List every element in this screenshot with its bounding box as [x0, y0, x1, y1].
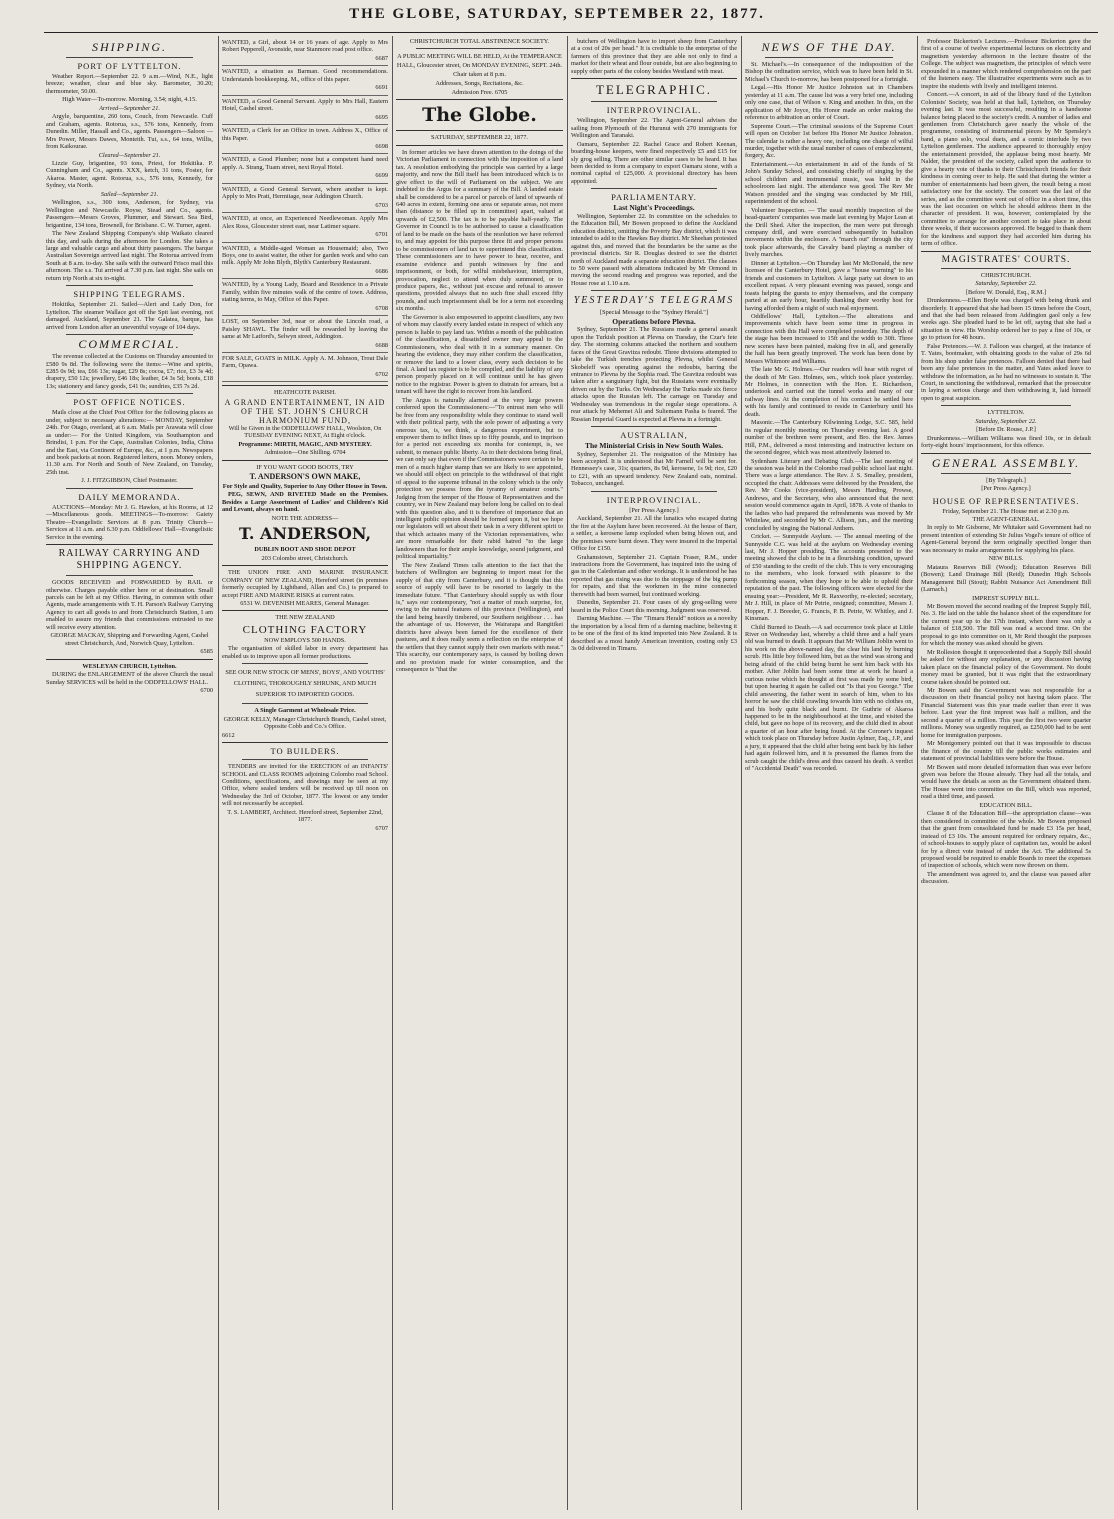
sailed-list: Wellington, s.s., 300 tons, Anderson, for Sydney, via Wellington and Newcastle. Royse, Stead and Co., agents. Passengers—Messrs Groves, Plummer, and Stewart. Sea Bird, brigantine, 134 tons, Brownell, for Brisbane. C. W. Turner, agent.	[46, 199, 213, 229]
railway-text: GOODS RECEIVED and FORWARDED by RAIL or otherwise. Charges payable either here or at destination. Small parcels can be left at my Office. Having, in common with other Agents, made arrangements with T. H. Parson's Railway Carrying Agency to cart all goods to and from Christchurch Station, I am enabled to assure my friends that commissions entrusted to me will receive every attention.	[46, 579, 213, 631]
globe-title: The Globe.	[422, 104, 537, 127]
classified-ad	[222, 280, 388, 316]
classified-ad-text: FOR SALE, GOATS in MILK. Apply A. M. Johnson, Trout Dale Farm, Opawa.	[222, 354, 388, 370]
entertainment-body: Will be Given in the ODDFELLOWS' HALL, Woolston, On TUESDAY EVENING NEXT, At Eight o'clock.	[228, 424, 382, 440]
daily-memoranda: AUCTIONS—Monday: Mr J. G. Hawkes, at his Rooms, at 12—Miscellaneous goods. MEETINGS—To-morrow: Gaiety Theatre—Evangelistic Services at 8 p.m. Trinity Church—Services at 11 a.m. and 6.30 p.m. Oddfellows' Hall—Evangelistic Service in the evening.	[46, 503, 213, 541]
column-leader	[396, 38, 563, 1508]
column-rule	[392, 36, 393, 1510]
australian-heading: AUSTRALIAN,	[620, 430, 688, 441]
classified-ad-number: 6699	[375, 172, 388, 180]
builders-sign: T. S. LAMBERT, Architect. Hereford street, September 22nd, 1877.	[227, 808, 383, 824]
plevna-text: Sydney, September 21. The Russians made a general assault upon the Turkish position at Plevna on Tuesday, the Czar's fete day. The storming columns attacked the northern and southern faces of the Great Gravitza redoubt. Three divisions attempted to take the Turkish trenches protecting Plevna, whilst General Skobeleff was operating against the redoubts, barring the entrance to Plevna by the Sophia road. The Gravitza redoubt was taken after a sanguinary fight, but the Russians were eventually driven out by the Turks. On Wednesday the Turks made six fierce attacks upon the Russian left. The carnage on Tuesday and Wednesday was tremendous in the regular siege operations. A rear attack by Mehemet Ali and Suliemann Pasha is feared. The Russian Imperial Guard is expected at Plevna in a fortnight.	[571, 326, 737, 423]
shipping-telegrams-heading: SHIPPING TELEGRAMS.	[73, 289, 186, 300]
boots-peg: PEG, SEWN, AND RIVETED Made on the Premises. Besides a Large Assortment of Ladies' and Children's Kid and Levant, always on hand.	[222, 491, 388, 514]
commercial-heading: COMMERCIAL.	[78, 337, 181, 352]
parliamentary-heading: PARLIAMENTARY.	[611, 192, 697, 203]
news-item: Entertainment.—An entertainment in aid of the funds of St John's Sunday School, and consisting chiefly of singing by the school children and instrumental music, was held in the schoolroom last night. The attendance was good. The Rev Mr Watson presided and the singing was conducted by Mr Hill, superintendent of the school.	[745, 160, 913, 206]
column-rule	[741, 36, 742, 1510]
classified-ad	[222, 126, 388, 154]
imprest-1: Mr Bowen moved the second reading of the Imprest Supply Bill, No. 3. He laid on the table the balance sheet of the expenditure for the current year up to the 17th instant, when there was only a balance of £18,500. The Bill was read a second time. On the proposal to go into committee on it, Mr Reid thought the purposes for which the money was asked should be given.	[921, 603, 1091, 648]
imprest-heading: IMPREST SUPPLY BILL.	[972, 594, 1040, 602]
temperance-meeting: A PUBLIC MEETING WILL BE HELD, At the TEMPERANCE HALL, Gloucester street, On MONDAY EVENING, SEPT. 24th. Chair taken at 8 p.m.	[396, 53, 563, 79]
builders-heading: TO BUILDERS.	[270, 746, 340, 757]
chch-case-2: False Pretences.—W. J. Falloon was charged, at the instance of T. Yates, bootmaker, with obtaining goods to the value of 29s 6d from his shop under false pretences. Falloon denied that there had been any false pretences in the matter, and Yates asked leave to withdraw the information, as he had no witnesses to sustain it. The Court, in sanctioning the withdrawal, remarked that the prosecutor in laying a serious charge and then withdrawing it, laid himself open to great suspicion.	[921, 342, 1091, 402]
classified-ad	[222, 354, 388, 382]
classified-ad-number: 6695	[375, 113, 388, 121]
news-item: Supreme Court.—The criminal sessions of the Supreme Court will open on October 1st before His Honor Mr Justice Johnston. The calendar is rather a heavy one, including one charge of wilful murder, together with the usual number of cases of embezzlement, forgery, &c.	[745, 122, 913, 160]
entertainment-programme: Programme: MIRTH, MAGIC, AND MYSTERY.	[238, 440, 372, 448]
column-rule	[917, 36, 918, 1510]
union-sign: 6531 W. DEVENISH MEARES, General Manager.	[240, 600, 370, 608]
heathcote-heading: HEATHCOTE PARISH.	[273, 389, 337, 397]
classified-ad-number: 6698	[375, 142, 388, 150]
boots-title: T. ANDERSON'S OWN MAKE,	[249, 472, 361, 482]
cleared-heading: Cleared—September 21.	[98, 151, 161, 159]
railway-heading: RAILWAY CARRYING AND SHIPPING AGENCY.	[58, 548, 201, 572]
lyttelton-heading: LYTTELTON.	[987, 409, 1025, 417]
ga-telegraph: [By Telegraph.]	[986, 476, 1026, 484]
darning-machine: Darning Machine. — The "Timaru Herald" notices as a novelty the importation by a local firm of a darning machine, believing it to be one of the first of its kind imported into New Zealand. It is described as a most handy American invention, costing only £3 3s 0d delivered in Timaru.	[571, 615, 737, 652]
magistrates-heading: MAGISTRATES' COURTS.	[941, 254, 1071, 265]
news-item: Volunteer Inspection. — The usual monthly inspection of the head-quarters' companies was made last evening by Major Lean at the Drill Shed. After the inspection, the men were put through company drill, and were exercised subsequently in battalion movements within the enclosure. A "march out" through the city took place afterwards, the Cavalry band playing a number of lively marches.	[745, 206, 913, 259]
post-office-heading: POST OFFICE NOTICES.	[73, 397, 186, 408]
column-courts	[921, 38, 1091, 1508]
news-item: Masonic.—The Canterbury Kilwinning Lodge, S.C. 585, held its regular monthly meeting on Thursday evening last. A good number of the brethren were present, and Bro. the Rev. James Hill, P.M., delivered a most interesting and instructive lecture on the second degree, which was most attentively listened to.	[745, 419, 913, 457]
imprest-2: Mr Rolleston thought it unprecedented that a Supply Bill should be asked for without any explanation, or any discussion having taken place on the financial policy of the Government. No doubt money must be granted, but it was right that the extraordinary course taken should be pointed out.	[921, 648, 1091, 686]
clothing-pre: THE NEW ZEALAND	[275, 614, 335, 622]
news-item: Cricket. — Sunnyside Asylum. — The annual meeting of the Sunnyside C.C. was held at the asylum on Wednesday evening last, Mr J. Hopper presiding. The accounts presented to the meeting showed the club to be in a flourishing condition, upward of £50 standing to the credit of the club. This is very encouraging to the members, who look forward with pleasure to the forthcoming season, when they hope to be able to uphold their reputation of the past. The following officers were elected for the ensuing year:—President, Mr R. Raxworthy, re-elected; secretary, Mr J. Hill, in place of Mr Petrie, resigned; committee, Messrs J. Hopper, F. J. Breeder, G. Francis, P. B. Petrie, W. Whitley, and J. Kinsman.	[745, 533, 913, 623]
classified-ad	[222, 214, 388, 242]
classified-ad-text: WANTED, a Good General Servant. Apply to Mrs Hall, Eastern Hotel, Cashel street.	[222, 97, 388, 113]
news-item: St. Michael's.—In consequence of the indisposition of the Bishop the ordination service, which was to have been held in St. Michael's Church to-morrow, has been postponed for a fortnight.	[745, 61, 913, 83]
leader-paragraph: The Governor is also empowered to appoint classifiers, any two of whom may classify every landed estate in respect of which any person is liable to pay land tax. Within a month of the publication of the classification, a dissatisfied owner may appeal to the Commissioners, who deal with it in a summary manner. On hearing the evidence, they may either confirm the classification, or remove the land to a lower class, every such decision to be final. A land tax register is to be compiled, and the liability of any person properly placed on it will continue until he has given notice to the registrar. Power is given to distrain for arrears, but a tenant will have the right to recover from his landlord.	[396, 313, 563, 396]
temperance-program: Addresses, Songs, Recitations, &c.	[435, 80, 524, 88]
chch-date: Saturday, September 22.	[975, 280, 1037, 288]
weather-report: Weather Report.—September 22. 9 a.m.—Wind, N.E., light breeze; weather, clear and blue sky. Barometer, 30.20; thermometer, 50.00.	[46, 73, 213, 95]
interprovincial-heading-2: INTERPROVINCIAL.	[606, 494, 702, 505]
railway-sign: GEORGE MACKAY, Shipping and Forwarding Agent, Cashel street Christchurch, And, Norwich Quay, Lyttelton.	[50, 632, 209, 647]
classified-ad-text: WANTED, a Girl, about 14 or 16 years of age. Apply to Mrs Robert Pepperell, Avonside, near Stanmore road post office.	[222, 39, 388, 54]
column-news	[745, 38, 913, 1508]
education-2: The amendment was agreed to, and the clause was passed after discussion.	[921, 870, 1091, 886]
parliamentary-sub: Last Night's Proceedings.	[613, 203, 695, 213]
classified-ad-number: 6686	[375, 267, 388, 275]
news-heading: NEWS OF THE DAY.	[761, 40, 897, 54]
imprest-4: Mr Montgomery pointed out that it was impossible to discuss the finance of the country till the public works estimates and statement of provincial liabilities were before the House.	[921, 740, 1091, 763]
news-item: Sydenham Literary and Debating Club.—The last meeting of the session was held in the Colombo road public school last night. There was a large attendance. The Rev. J. S. Smalley, president, occupied the chair. Addresses were delivered by the President, the Rev. Mr Cooks (vice-president), Messrs Harding, Prowse, Andrews, and the Secretary, who also announced that the next session would commence again in April, 1878. A vote of thanks to the ladies who had prepared the refreshments was moved by Mr Whitelaw, and seconded by Mr C. Allison, jun., and the meeting concluded by singing the National Anthem.	[745, 457, 913, 532]
clothing-price: A Single Garment at Wholesale Price.	[254, 707, 356, 715]
clothing-text: The organisation of skilled labor in every department has enabled us to improve upon all former productions.	[222, 645, 388, 660]
classified-ad-text: WANTED, a Middle-aged Woman as Housemaid; also, Two Boys, one to assist waiter, the other for garden work and who can milk. Apply Mr John Blyth, Blyth's Canterbury Restaurant.	[222, 244, 388, 267]
builders-text: TENDERS are invited for the ERECTION of an INFANTS' SCHOOL and CLASS ROOMS adjoining Colombo road School. Conditions, specifications, and drawings may be seen at my Office, where sealed tenders will be received up till noon on Wednesday the 3rd of October, 1877. The lowest or any tender will not necessarily be accepted.	[222, 763, 388, 808]
classified-ad-number: 6701	[375, 231, 388, 239]
concert-text: Concert.—A concert, in aid of the library fund of the Lyttelton Colonists' Society, was held at that hall, Lyttelton, on Thursday evening last. It was most successful, resulting in a handsome balance being placed to the society's credit. A number of ladies and gentlemen from Christchurch gave nearly the whole of the programme, consisting of instrumental pieces by Mr Spensley's band, a piano solo, vocal duets, and a comic interlude by two Lyttelton gentlemen. The audience appeared to thoroughly enjoy the entertainment provided, the applause being most hearty. Mr Nalder, the president of the society, called upon the audience to give a hearty vote of thanks to their Christchurch friends for their kindness in coming over to help. He said that during the winter a number of entertainments had been given, the result being a most satisfactory one for the society. The concert was the last of the series, and as the committee went out of office in a short time, this was the last occasion on which he should address them in the character of president. It was, however, contemplated by the committee to arrange for another concert to take place in about three weeks, if their successors approved. He begged to thank them for the kindness and support they had accorded him during his term of office.	[921, 91, 1091, 248]
tel-oamaru: Oamaru, September 22. Rachel Grace and Robert Keenan, boarding-house keepers, were fined respectively £5 and £15 for sly grog selling. There are other similar cases to be heard. It has been decided to form a company to export Oamaru stone, with a nominal capital of £25,000. A provisional directory has been appointed.	[571, 140, 737, 185]
daily-memoranda-heading: DAILY MEMORANDA.	[78, 491, 181, 502]
shipping-heading: SHIPPING.	[92, 40, 167, 54]
interprovincial-heading: INTERPROVINCIAL.	[606, 105, 702, 116]
classified-ad	[222, 155, 388, 183]
classified-ad-text: WANTED, a Clerk for an Office in town. Address X., Office of this Paper.	[222, 127, 388, 142]
classified-ad	[222, 317, 388, 353]
temperance-heading: CHRISTCHURCH TOTAL ABSTINENCE SOCIETY.	[409, 38, 550, 45]
high-water: High Water—To-morrow. Morning, 3.54; night, 4.15.	[62, 96, 197, 104]
clothing-factory-title: CLOTHING FACTORY	[242, 623, 368, 636]
news-item: Dinner at Lyttelton.—On Thursday last Mr McDonald, the new licensee of the Canterbury Hotel, gave a "house warming" to his friends and customers in Lyttelton. A large party sat down to an excellent repast. A very pleasant evening was passed, songs and toasts helping the guests to enjoy themselves, and the company parted at an early hour, heartily thanking their worthy host for having afforded them a night of such real enjoyment.	[745, 259, 913, 312]
tel-auckland: Auckland, September 21. All the lunatics who escaped during the fire at the Asylum have been recovered. At the house of Barr, a settler, a kerosene lamp exploded when being blown out, and the premises were burnt down. They were insured in the Imperial Office for £150.	[571, 515, 737, 553]
agent-general-heading: THE AGENT-GENERAL.	[972, 516, 1040, 524]
classified-ad-number: 6708	[375, 304, 388, 312]
entertainment-admission: Admission—One Shilling. 6704	[264, 449, 346, 457]
leader-paragraph: The New Zealand Times calls attention to the fact that the butchers of Wellington are beginning to import meat for the supply of that city from Canterbury, and it is thought that this source of supply will have to be resorted to largely in the immediate future. "That Canterbury should supply us with flour is," says our contemporary, "not a matter of much surprise, for, owing to the natural features of this province (Wellington), and the land being heavily timbered, our Southern neighbour . . . has the advantage of us. However, the Wairarapa and Rangitikei districts have always been famed for the excellence of their pastures, and it does really seem a reflection on the enterprise of the settlers that they cannot supply their own markets with meat." This scarcity, our contemporary says, is caused by boiling down and no provision made for winter consumption, and the consequence is "that the	[396, 561, 563, 674]
clothing-num: 6612	[222, 731, 235, 739]
classified-ad	[222, 244, 388, 280]
boots-quality: For Style and Quality, Superior to Any Other House in Town.	[222, 483, 388, 491]
shipping-telegrams: Hokitika, September 21. Sailed—Alert and Lady Don, for Lyttelton. The steamer Wallace got off the Spit last evening, not damaged. Auckland, September 21. The Galatea, barque, has arrived from London after an uneventful voyage of 104 days.	[46, 301, 213, 331]
classified-ad-number: 6703	[375, 201, 388, 209]
tel-dunedin: Dunedin, September 21. Four cases of sly grog-selling were heard in the Police Court this morning. Judgment was reserved.	[571, 599, 737, 614]
agent-general-text: In reply to Mr Gisborne, Mr Whitaker said Government had no present intention of extending Sir Julius Vogel's tenure of office of Agent-General beyond the term originally specified longer than was necessary to make arrangements for supplying his place.	[921, 524, 1091, 554]
boots-intro: IF YOU WANT GOOD BOOTS, TRY	[256, 463, 354, 471]
classified-ad	[222, 185, 388, 213]
post-office-text: Mails close at the Chief Post Office for the following places as under, subject to necessary alterations:— MONDAY, September 24th. For Otago, overland, at 6 a.m. Mails per Arawata will close as under:— For the United Kingdom, via Southampton and Brindisi, 1 p.m. For the Cape, Australian Colonies, India, China and the East, via Continent of Europe, &c., at 1 p.m. Newspapers and book packets at noon. Registered letters, noon. Money orders, 11.30 a.m. For North and South of New Zealand, on Tuesday, 25th inst.	[46, 409, 213, 476]
tel-grahamstown: Grahamstown, September 21. Captain Fraser, R.M., under instructions from the Government, has inquired into the using of gas in the Caledonian and other workings. It is understood he has reported that gas rising was due to the stoppage of the big pump for repairs, and that the workmen in the mine connected therewith had been warned, but continued working.	[571, 553, 737, 598]
lectures-text: Professor Bickerton's Lectures.—Professor Bickerton gave the first of a course of twelve experimental lectures on electricity and magnetism yesterday afternoon in the lecture theatre of the College. The subject was magnetism, the principles of which were expounded in a manner which rendered comprehension on the part of the listeners easy. The illustrative experiments were such as to inspire the students with lively and intelligent interest.	[921, 38, 1091, 90]
clothing-stock: SEE OUR NEW STOCK OF MENS', BOYS', AND YOUTHS' CLOTHING, THOROUGHLY SHRUNK, AND MUCH SUPERIOR TO IMPORTED GOODS.	[225, 669, 385, 699]
nsw-text: Sydney, September 21. The resignation of the Ministry has been accepted. It is understood that Mr Farnell will be sent for. Hennessey's case, 31s; quarters, 8s 9d, kerosene, 1s 9d; rice, £20 to £21, with an upward tendency. New Zealand oats, nominal. Tobacco, unchanged.	[571, 450, 737, 488]
news-item: Legal.—His Honor Mr Justice Johnston sat in Chambers yesterday at 11 a.m. The cause list was a very brief one, including only one case, that of Wilson v. King and another. In this, on the application of Mr Joyce, His Honor made an order making the reference to arbitration an order of Court.	[745, 84, 913, 122]
leader-paragraph: The Argus is naturally alarmed at the very large powers conferred upon the Commissioners:—"To entrust men who will be free from any responsibility while they continue to stand well with their political party, with the sole power of adjusting a very onerous tax, is, we think, a dangerous experiment, but to empower them to inflict fines up to fifty pounds, and to imprison for a period not exceeding six months for contempt, is, we submit, to menace public liberty. As to their decisions being final, we can only say that even if the Commissioners were certain to be men of a much higher stamp than we are likely to see appointed, we should still object on principle to the withdrawal of that right of appeal to the supreme tribunal in the colony which is the only protection we possess from the tyranny of amateur courts." Judging from the temper of the House of Representatives and the country, we in New Zealand may before long be called on to deal with this question also, and it is therefore of importance that an intelligent public opinion should be formed upon it, but we hope our legislators will set about their task in a very different spirit to that which actuates many of the Victorian representatives, who are more remarkable for their rabid hatred "to the large landowners than for their ample knowledge, sound judgment, and political impartiality."	[396, 396, 563, 561]
classified-ad-text: LOST, on September 3rd, near or about the Lincoln road, a Paisley SHAWL. The finder will be rewarded by leaving the same at Mr Latford's, Selwyn street, Addington.	[222, 318, 388, 341]
column-telegraphic	[571, 38, 737, 1508]
classified-ad-number: 6691	[375, 84, 388, 92]
boots-name: T. ANDERSON,	[238, 524, 372, 544]
general-assembly-heading: GENERAL ASSEMBLY.	[931, 455, 1081, 470]
new-bills-heading: NEW BILLS.	[988, 555, 1024, 563]
education-1: Clause 8 of the Education Bill—the appropriation clause—was then considered in committee of the whole. Mr Bowen proposed that the grant from consolidated fund be made £3 15s per head, instead of £3 10s. The amount required for ordinary repairs, &c., of school-houses to supply place of capitation tax, would be asked for by a direct vote instead of under the Act. The additional 5s proposed would be required to enable Boards to meet the expenses of inspection of schools, which were now thrown on them.	[921, 810, 1091, 870]
ga-press: [Per Press Agency.]	[981, 485, 1031, 493]
wesleyan-num: 6700	[200, 687, 213, 694]
plevna-heading: Operations before Plevna.	[612, 316, 696, 326]
classified-ad	[222, 38, 388, 66]
yesterdays-telegrams-sub: [Special Message to the "Sydney Herald."]	[600, 309, 708, 317]
telegraphic-heading: TELEGRAPHIC.	[595, 82, 713, 98]
parliamentary-text: Wellington, September 22. In committee on the schedules to the Education Bill, Mr Bowen proposed to define the Auckland education district, omitting the Poverty Bay district, which it was intended to add to the Hawkes Bay district. Mr Sheehan protested against this, and moved that the boundaries be the same as the provincial districts. Sir R. Douglas desired to see the district north of Auckland made a separate education district. The clauses to 50 were passed with alterations indicated by Mr Ormond in moving the second reading and progress was reported, and the House rose at 1.10 a.m.	[571, 212, 737, 287]
imprest-5: Mr Bowen said more detailed information than was ever before given was before the House already. They had all the totals, and would have the details as soon as the Government obtained them. The House went into committee on the Bill, which was reported, read a third time, and passed.	[921, 763, 1091, 801]
tel-wellington: Wellington, September 22. The Agent-General advises the sailing from Plymouth of the Hurunui with 270 immigrants for Wellington and Taranaki.	[571, 117, 737, 140]
masthead: THE GLOBE, SATURDAY, SEPTEMBER 22, 1877.	[349, 6, 765, 22]
leader-article	[396, 149, 563, 674]
house-heading: HOUSE OF REPRESENTATIVES.	[932, 495, 1080, 506]
temperance-admission: Admission Free. 6705	[451, 88, 508, 96]
classified-ad	[222, 97, 388, 125]
wesleyan-heading: WESLEYAN CHURCH, Lyttelton.	[82, 662, 177, 670]
column-rule	[567, 36, 568, 1510]
house-date: Friday, September 21. The House met at 2.30 p.m.	[942, 507, 1070, 515]
globe-date: SATURDAY, SEPTEMBER 22, 1877.	[431, 134, 528, 142]
column-rule	[218, 36, 219, 1510]
classified-ad-text: WANTED, a Good Plumber; none but a competent hand need apply. A. Strang, Tuam street, next Royal Hotel.	[222, 156, 388, 171]
boots-depot: DUBLIN BOOT AND SHOE DEPOT	[254, 546, 356, 554]
port-heading: PORT OF LYTTELTON.	[77, 61, 182, 71]
news-items	[745, 61, 913, 773]
education-heading: EDUCATION BILL.	[979, 801, 1033, 809]
lyttelton-case: Drunkenness.—William Williams was fined 10s, or in default forty-eight hours' imprisonment, for this offence.	[921, 434, 1091, 450]
wesleyan-text: DURING the ENLARGEMENT of the above Church the usual Sunday SERVICES will be held in the ODDFELLOWS' HALL.	[46, 671, 213, 686]
chch-before: [Before W. Donald, Esq., R.M.]	[965, 288, 1047, 296]
builders-num: 6707	[375, 824, 388, 832]
classified-ad-text: WANTED, by a Young Lady, Board and Residence in a Private Family, within five minutes walk of the centre of town. Address, stating terms, to May, Office of this Paper.	[222, 281, 388, 304]
classified-ad-number: 6688	[375, 341, 388, 349]
ads-list	[222, 38, 388, 382]
boots-address-label: NOTE THE ADDRESS—	[271, 514, 339, 522]
lyttelton-before: [Before Dr. Rouse, J.P.]	[976, 426, 1036, 434]
postmaster-sign: J. J. FITZGIBBON, Chief Postmaster.	[81, 477, 178, 485]
clothing-hands: NOW EMPLOYS 500 HANDS.	[264, 636, 346, 644]
nsw-heading: The Ministerial Crisis in New South Wales.	[585, 441, 723, 451]
press-agency-tag: [Per Press Agency.]	[629, 506, 679, 514]
leader-continued: butchers of Wellington have to import sheep from Canterbury at a cost of 20s per head." It is creditable to the enterprise of the farmers of this province that they are able not only to find a market for their wheat and flour outside, but are also beginning to supply other parts of the colony besides Westland with meat.	[571, 38, 737, 75]
classified-ad-number: 6687	[375, 54, 388, 62]
sailed-heading: Sailed—September 21.	[100, 190, 159, 198]
chch-case-1: Drunkenness.—Ellen Boyle was charged with being drunk and disorderly. It appeared that she had been 15 times before the Court, and that she had been released from Addington gaol only a few weeks ago. She pleaded hard to be let off, saying that she had a situation in view. His Worship ordered her to pay a fine of 10s, or go to prison for 48 hours.	[921, 297, 1091, 342]
top-rule	[44, 32, 1098, 33]
column-advertisements	[222, 38, 388, 1508]
classified-ad	[222, 67, 388, 95]
union-insurance: THE UNION FIRE AND MARINE INSURANCE COMPANY OF NEW ZEALAND, Hereford street (in premises formerly occupied by Lightband, Allan and Co.) is prepared to accept FIRE AND MARINE RISKS at current rates.	[222, 569, 388, 599]
news-item: The late Mr G. Holmes.—Our readers will hear with regret of the death of Mr Geo. Holmes, sen., which took place yesterday. Mr Holmes, in connection with the Hon. E. Richardson, undertook and carried out the tunnel works and many of our railway lines. At the completion of his contract he settled here with his family and continued to reside in Canterbury until his death.	[745, 366, 913, 418]
railway-num: 6585	[200, 648, 213, 656]
yesterdays-telegrams-heading: YESTERDAY'S TELEGRAMS	[573, 295, 735, 307]
leader-paragraph: In former articles we have drawn attention to the doings of the Victorian Parliament in connection with the imposition of a land tax. A resolution embodying the principle was carried by a large majority, and now the Bill itself has been introduced which is to give effect to the will of Parliament on the subject. We are indebted to the Argus for a summary of the Bill. A landed estate shall be considered to be a parcel or parcels of land of upwards of 640 acres in extent, forming one area or separate areas, not more than (distance to be filled up in committee) apart, valued at upwards of £2,500. The tax is to be payable half-yearly. The Governor in Council is to be authorised to cause a classification of land to be made on the basis of the resolution we have referred to, and may appoint for this purpose three fit and proper persons to be commissioners of land tax to superintend this classification. These commissioners are to have power to hear, receive, and examine evidence and punish witnesses by fine and imprisonment, or both, for wilful misbehaviour, interruption, provocation, neglect to attend when duly summoned, or to produce papers, &c., without just excuse and refusal to answer questions, provided always that no such fine shall exceed fifty pounds, and such imprisonment shall be for a term not exceeding six months.	[396, 148, 563, 313]
classified-ad-text: WANTED, a situation as Barman. Good recommendations. Understands bookkeeping. M., office of this paper.	[222, 68, 388, 83]
imprest-3: Mr Bowen said the Government was not responsible for a discussion on their financial policy not having taken place. The Financial Statement was this year made earlier than ever it was before. Last year the first imprest was half a million, and the second a quarter of a million. This year the first two were quarter millions. Money was urgently required, as £250,000 had to be sent home for immigration purposes.	[921, 686, 1091, 739]
shipping-news: The New Zealand Shipping Company's ship Waikato cleared this day, and sails during the afternoon for London. She takes a large and valuable cargo and about thirty passengers. The barque Australian Sovereign arrived last night. The Rotorua arrived from South at 8 a.m. to-day. She sails with the outward Frisco mail this afternoon. The s.s. Tui arrived at 7.30 p.m. last night. She sails on return trip North at six to-night.	[46, 230, 213, 282]
commercial-text: The revenue collected at the Customs on Thursday amounted to £580 9s 8d. The following were the items:—Wine and spirits, £285 0s 9d; tea, £66 13s; sugar, £29 8s; cocoa, £7; rice, £3 3s 4d; drapery, £50 12s; jewellery, £46 18s; leather, £4 3s 5d; boots, £18 13s; stationery and fancy goods, £41 0s; sundries, £35 7s 2d.	[46, 353, 213, 390]
arrived-list: Argyle, barquentine, 260 tons, Couch, from Newcastle. Cuff and Graham, agents. Rotorua, s.s., 576 tons, Kennedy, from Dunedin. Miller, Hassall and Co., agents. Passengers—Saloon —Mrs Power, Messrs Dawes, Monteith. Tui, s.s., 64 tons, Willis, from Kaikourae.	[46, 113, 213, 151]
column-shipping	[46, 38, 213, 1508]
news-item: Oddfellows' Hall, Lyttelton.—The alterations and improvements which have been some time in progress in connection with this Hall were completed yesterday. The depth of the stage has been increased to 15ft and the width to 30ft. Three new scenes have been painted, making five in all, and generally the hall has been greatly improved. The work has been done by Messrs Whitmore and Williams.	[745, 312, 913, 365]
classified-ad-number: 6702	[375, 370, 388, 378]
classified-ad-text: WANTED, at once, an Experienced Needlewoman. Apply Mrs Alex Ross, Gloucester street east, near Latimer square.	[222, 215, 388, 230]
classified-ad-text: WANTED, a Good General Servant, where another is kept. Apply to Mrs Pratt, Hermitage, near Addington Church.	[222, 185, 388, 201]
new-bills-text: Mataura Reserves Bill (Wood); Education Reserves Bill (Bowen); Land Drainage Bill (Reid); Dunedin High Schools Management Bill (Stout); Rabbit Nuisance Act Amendment Bill (Larnach.)	[921, 563, 1091, 594]
clothing-sign: GEORGE KELLY, Manager Christchurch Branch, Cashel street, Opposite Cobb and Co.'s Office.	[223, 715, 387, 731]
chch-heading: CHRISTCHURCH.	[980, 271, 1032, 279]
boots-street: 203 Colombo street, Christchurch.	[261, 554, 349, 562]
news-item: Child Burned to Death.—A sad occurrence took place at Little River on Wednesday last, whereby a child three and a half years old was burned to death. It appears that Mr William Joblin went to his work on the above-named day, the clear his land by burning scrub. His little boy followed him, but as the wind was strong and being afraid of the child being burnt he sent him back with his mother. After Joblin had been some time at work he heard a curious noise which he thought at first was made by some bird, but upon hearing it again he called out "Is that you George." The child answering, the father went in search of him, when to his horror he saw the child crawling towards him with no clothes on, and his body quite black and burnt. Dr Guthrie of Akaroa happened to be in the neighbourhood at the time, and visited the child, but gave no hope of its recovery, and the child died in about a quarter of an hour after being found. At the Coroner's inquest which took place on Thursday before Justin Aylmer, Esq., J.P., and a jury, it appeared that the child after being sent back by his father had again followed him, and it is presumed the flames from the scrub caught the child's dress and thus caused his death. A verdict of "Accidental Death" was recorded.	[745, 623, 913, 773]
lyttelton-date: Saturday, September 22.	[975, 417, 1037, 425]
entertainment-title: A GRAND ENTERTAINMENT, IN AID OF THE ST. JOHN'S CHURCH HARMONIUM FUND,	[224, 397, 386, 425]
arrived-heading: Arrived—September 21.	[99, 104, 160, 112]
cleared-list: Lizzie Guy, brigantine, 93 tons, Priest, for Hokitika. P. Cunningham and Co., agents. XXX, ketch, 31 tons, Foster, for Akaroa. Master, agent. Rotorua, s.s., 576 tons, Kennedy, for Sydney, via North.	[46, 159, 213, 190]
